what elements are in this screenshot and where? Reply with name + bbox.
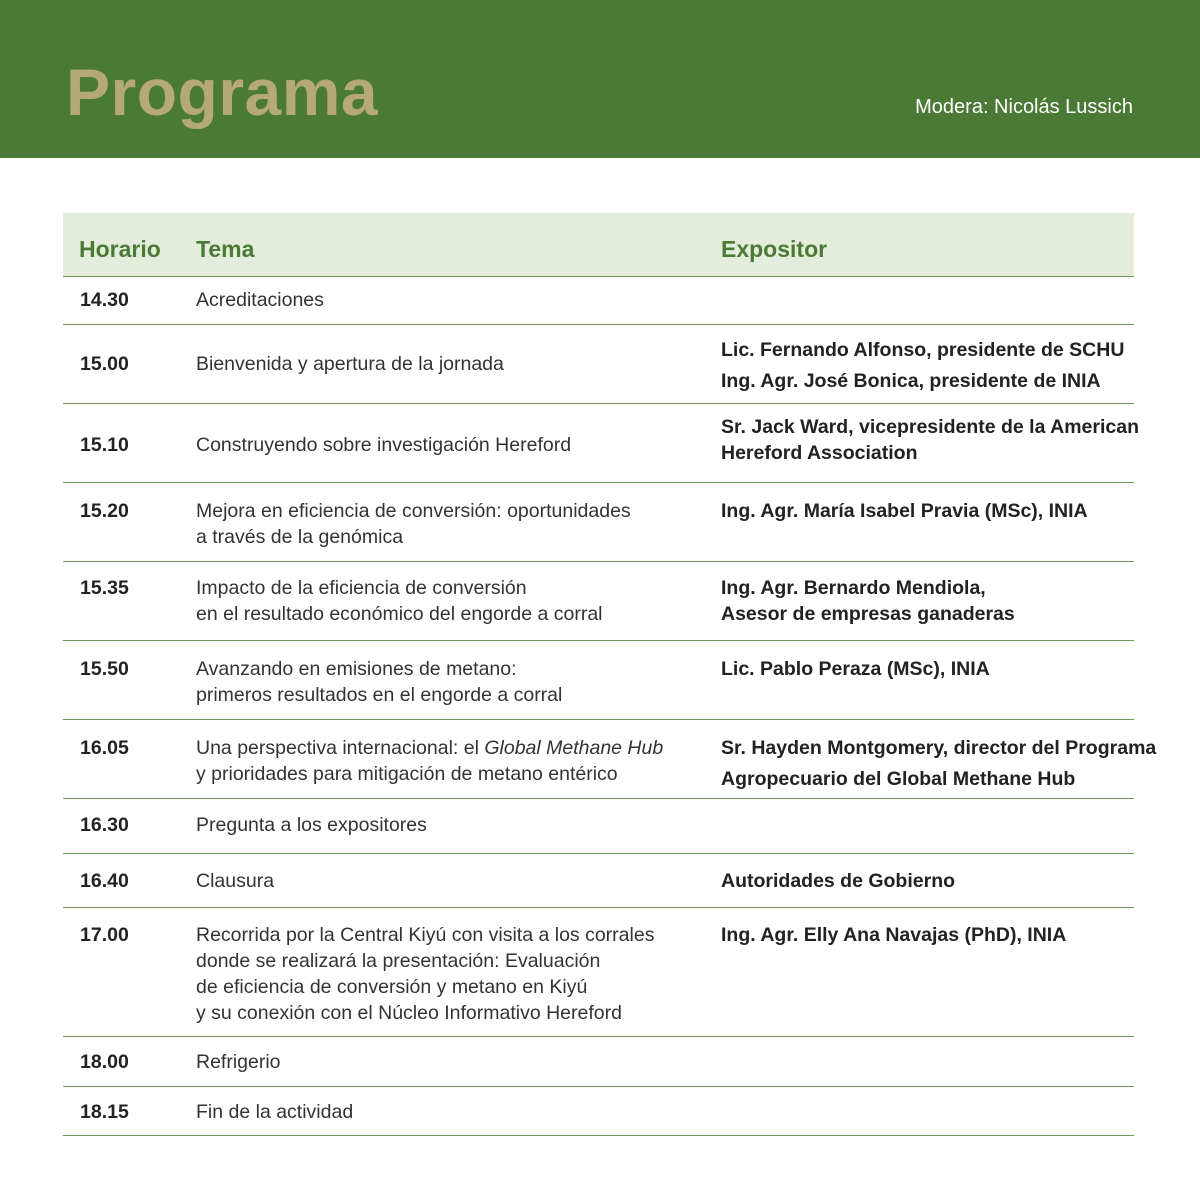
- topic-cell: [196, 812, 696, 838]
- topic-line: y prioridades para mitigación de metano entérico: [196, 763, 618, 785]
- table-row: [63, 799, 1134, 854]
- topic-cell: [196, 498, 696, 550]
- speaker-cell: [721, 335, 1141, 397]
- speaker-cell: [721, 414, 1141, 466]
- topic-line: primeros resultados en el engorde a corral: [196, 684, 563, 706]
- topic-cell: [196, 868, 696, 894]
- speaker-line: Ing. Agr. José Bonica, presidente de INIA: [721, 370, 1101, 392]
- speaker-cell: [721, 868, 1141, 894]
- table-header: [63, 213, 1134, 277]
- topic-cell: [196, 351, 696, 377]
- table-row: [63, 1037, 1134, 1087]
- topic-line: Pregunta a los expositores: [196, 814, 427, 836]
- topic-line: en el resultado económico del engorde a corral: [196, 603, 603, 625]
- topic-cell: [196, 432, 696, 458]
- moderator-label: Modera: Nicolás Lussich: [915, 96, 1133, 118]
- topic-cell: [196, 1099, 696, 1125]
- topic-line: de eficiencia de conversión y metano en Kiyú: [196, 976, 588, 998]
- topic-line: Mejora en eficiencia de conversión: oportunidades: [196, 500, 631, 522]
- column-header-topic: Tema: [196, 236, 255, 262]
- speaker-line: Sr. Hayden Montgomery, director del Programa: [721, 737, 1157, 759]
- page-header: [0, 0, 1200, 158]
- topic-text: Una perspectiva internacional: el: [196, 737, 485, 759]
- time-cell: 15.50: [80, 658, 129, 680]
- table-row: [63, 277, 1134, 325]
- program-table: [63, 213, 1157, 1136]
- page-title: Programa: [66, 55, 379, 129]
- time-cell: 14.30: [80, 289, 129, 311]
- time-cell: 16.05: [80, 737, 129, 759]
- table-row: [63, 404, 1140, 483]
- topic-line: Clausura: [196, 870, 275, 892]
- topic-line: Acreditaciones: [196, 289, 324, 311]
- table-row: [63, 1087, 1134, 1136]
- topic-cell: [196, 575, 696, 627]
- table-row: [63, 854, 1134, 908]
- speaker-line: Autoridades de Gobierno: [721, 870, 956, 892]
- speaker-line: Sr. Jack Ward, vicepresidente de la American: [721, 416, 1140, 438]
- time-cell: 17.00: [80, 924, 129, 946]
- time-cell: 15.10: [80, 434, 129, 456]
- table-row: [63, 325, 1134, 404]
- topic-emphasis: Global Methane Hub: [484, 737, 664, 759]
- topic-line: Fin de la actividad: [196, 1101, 354, 1123]
- topic-line: Bienvenida y apertura de la jornada: [196, 353, 504, 375]
- topic-line: Refrigerio: [196, 1051, 281, 1073]
- speaker-cell: [721, 733, 1157, 795]
- topic-line: Impacto de la eficiencia de conversión: [196, 577, 527, 599]
- time-cell: 16.40: [80, 870, 129, 892]
- speaker-line: Ing. Agr. Elly Ana Navajas (PhD), INIA: [721, 924, 1067, 946]
- topic-line: donde se realizará la presentación: Evaluación: [196, 950, 601, 972]
- time-cell: 15.35: [80, 577, 129, 599]
- topic-line: Construyendo sobre investigación Hereford: [196, 434, 572, 456]
- time-cell: 15.00: [80, 353, 129, 375]
- speaker-line: Ing. Agr. Bernardo Mendiola,: [721, 577, 986, 599]
- speaker-line: Ing. Agr. María Isabel Pravia (MSc), INIA: [721, 500, 1088, 522]
- speaker-line: Lic. Pablo Peraza (MSc), INIA: [721, 658, 990, 680]
- speaker-cell: [721, 575, 1141, 627]
- topic-cell: [196, 1049, 696, 1075]
- table-row: [63, 562, 1134, 641]
- table-row: [63, 908, 1134, 1037]
- speaker-cell: [721, 498, 1141, 524]
- speaker-line: Agropecuario del Global Methane Hub: [721, 768, 1076, 790]
- topic-line: y su conexión con el Núcleo Informativo Hereford: [196, 1002, 622, 1024]
- time-cell: 18.15: [80, 1101, 129, 1123]
- speaker-cell: [721, 922, 1141, 948]
- topic-line: [196, 735, 696, 761]
- table-row: [63, 720, 1157, 799]
- time-cell: 18.00: [80, 1051, 129, 1073]
- speaker-cell: [721, 656, 1141, 682]
- topic-line: Recorrida por la Central Kiyú con visita a los corrales: [196, 924, 655, 946]
- topic-cell: [196, 656, 696, 708]
- topic-cell: [196, 735, 696, 787]
- speaker-line: Lic. Fernando Alfonso, presidente de SCHU: [721, 339, 1125, 361]
- topic-line: Avanzando en emisiones de metano:: [196, 658, 517, 680]
- table-row: [63, 641, 1134, 720]
- table-row: [63, 483, 1134, 562]
- column-header-time: Horario: [79, 236, 161, 262]
- topic-cell: [196, 922, 696, 1026]
- topic-cell: [196, 287, 696, 313]
- column-header-speaker: Expositor: [721, 236, 828, 262]
- time-cell: 15.20: [80, 500, 129, 522]
- table-body: [63, 277, 1157, 1136]
- speaker-line: Hereford Association: [721, 442, 918, 464]
- speaker-line: Asesor de empresas ganaderas: [721, 603, 1015, 625]
- topic-line: a través de la genómica: [196, 526, 404, 548]
- time-cell: 16.30: [80, 814, 129, 836]
